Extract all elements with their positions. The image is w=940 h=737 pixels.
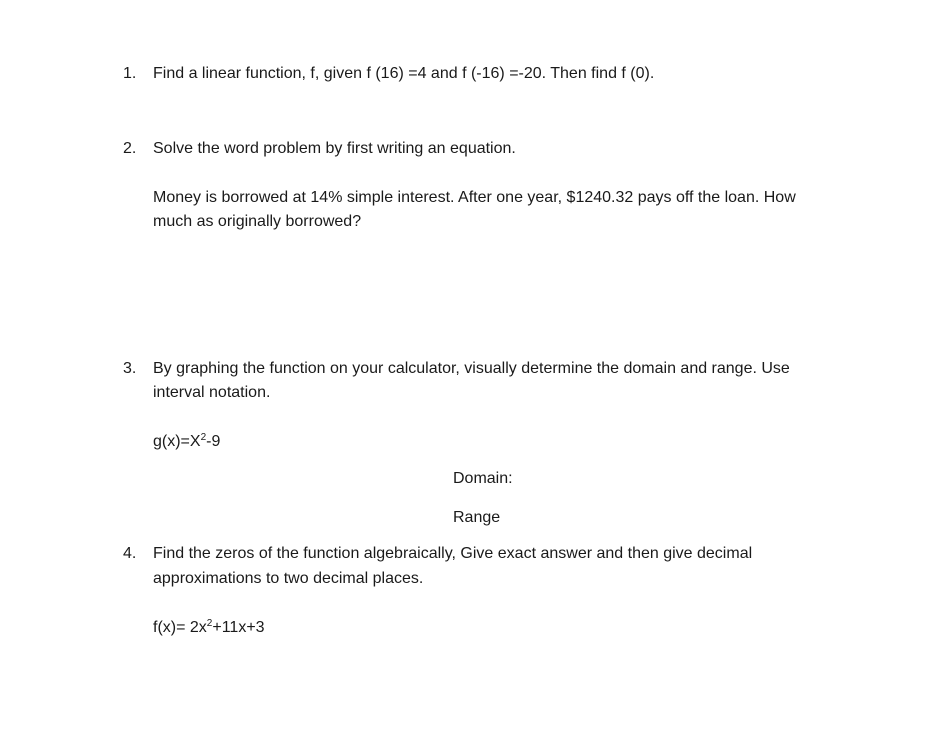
question-number: 1.: [123, 65, 137, 82]
question-text: By graphing the function on your calculator, visually determine the domain and range. Use: [153, 360, 790, 377]
question-text: interval notation.: [153, 384, 271, 401]
function-exponent: 2: [206, 618, 213, 629]
question-number: 2.: [123, 140, 137, 157]
function-suffix: +11x+3: [212, 619, 265, 636]
domain-label: Domain:: [453, 470, 513, 487]
question-number: 3.: [123, 360, 137, 377]
function-prefix: g(x)=X: [153, 433, 201, 450]
word-problem-line: Money is borrowed at 14% simple interest. After one year, $1240.32 pays off the loan. How: [153, 189, 796, 206]
word-problem-line: much as originally borrowed?: [153, 213, 362, 230]
range-label: Range: [453, 509, 501, 526]
question-text: Solve the word problem by first writing an equation.: [153, 140, 516, 157]
function-expression: [153, 432, 220, 452]
function-suffix: -9: [206, 433, 221, 450]
question-text: approximations to two decimal places.: [153, 570, 424, 587]
function-prefix: f(x)= 2x: [153, 619, 207, 636]
question-number: 4.: [123, 545, 137, 562]
function-expression: [153, 618, 265, 638]
function-exponent: 2: [200, 432, 207, 443]
question-text: Find the zeros of the function algebraically, Give exact answer and then give decimal: [153, 545, 753, 562]
question-text: Find a linear function, f, given f (16) =4 and f (-16) =-20. Then find f (0).: [153, 65, 655, 82]
